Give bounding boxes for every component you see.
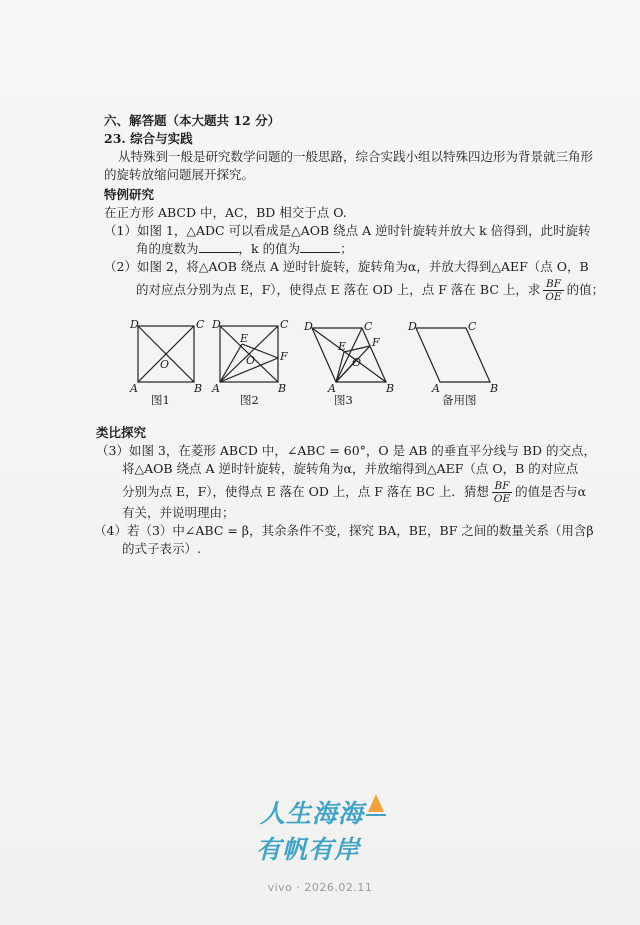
setup-text: 在正方形 ABCD 中，AC，BD 相交于点 O. [104,205,347,220]
label-a: A [212,382,220,394]
q1-k-label: ，k 的值为 [238,241,301,256]
q4-line-1: （4）若（3）中∠ABC = β，其余条件不变，探究 BA，BE，BF 之间的数量关系（用含β [94,523,594,538]
watermark-slogan [254,790,394,870]
caption-figure-1: 图1 [151,393,170,407]
label-b: B [490,382,499,394]
fraction-denominator: OE [493,493,511,505]
q2-line-2 [136,278,604,303]
figure-1 [126,316,206,398]
label-e: E [338,340,347,353]
special-heading: 特例研究 [104,187,155,202]
section-title: 六、解答题（本大题共 12 分） [104,113,281,128]
label-c: C [364,320,373,333]
label-a: A [130,382,138,394]
q3-end: 的值是否与α [515,484,587,499]
label-o: O [160,358,170,371]
q4-line-2: 的式子表示）. [122,541,201,556]
q1-line-1: （1）如图 1，△ADC 可以看成是△AOB 绕点 A 逆时针旋转并放大 k 倍得到，此时旋转 [104,223,591,238]
label-e: E [240,332,249,345]
caption-figure-3: 图3 [334,393,353,407]
label-d: D [304,320,313,333]
q2-line-1: （2）如图 2，将△AOB 绕点 A 逆时针旋转，旋转角为α，并放大得到△AEF（点 O，B [104,259,589,274]
answer-blank-angle[interactable] [199,240,239,253]
q3-text: 分别为点 E，F），使得点 E 落在 OD 上，点 F 落在 BC 上．猜想 [122,484,489,499]
label-c: C [280,318,289,331]
q1-end: ； [340,241,353,256]
label-c: C [196,318,205,331]
q3-line-2: 将△AOB 绕点 A 逆时针旋转，旋转角为α，并放缩得到△AEF（点 O，B 的对应点 [122,461,579,476]
label-b: B [386,382,395,394]
label-b: B [194,382,203,394]
q2-text: 的对应点分别为点 E，F），使得点 E 落在 OD 上，点 F 落在 BC 上，求 [136,282,541,297]
slogan-line-2: 有帆有岸 [256,835,361,864]
label-d: D [408,320,417,333]
analogy-heading: 类比探究 [96,425,147,440]
q3-line-4: 有关，并说明理由； [122,505,235,520]
answer-blank-k[interactable] [300,240,340,253]
fraction-numerator: BF [492,480,512,493]
q1-line-2 [136,240,353,258]
label-o: O [246,354,256,367]
q1-angle-label: 角的度数为 [136,241,199,256]
label-f: F [280,350,288,363]
label-f: F [372,336,380,349]
intro-line-2: 的旋转放缩问题展开探究。 [104,167,255,182]
fraction-bf-oe-2 [492,480,512,505]
caption-figure-2: 图2 [240,393,259,407]
intro-line-1: 从特殊到一般是研究数学问题的一般思路，综合实践小组以特殊四边形为背景就三角形 [118,149,594,164]
question-title: 23. 综合与实践 [104,131,193,146]
fraction-denominator: OE [545,291,562,303]
label-o: O [352,356,362,369]
fraction-numerator: BF [543,278,563,291]
device-timestamp: vivo · 2026.02.11 [267,881,373,894]
q2-end: 的值； [566,282,605,297]
label-a: A [432,382,440,394]
figure-2 [206,316,296,398]
figure-3 [300,316,396,398]
caption-figure-spare: 备用图 [442,393,477,407]
label-a: A [328,382,336,394]
fraction-bf-oe [543,278,563,303]
label-b: B [278,382,287,394]
sail-icon [364,792,388,818]
q3-line-3 [122,480,586,505]
label-d: D [130,318,139,331]
slogan-line-1: 人生海海 [260,799,365,828]
q3-line-1: （3）如图 3，在菱形 ABCD 中，∠ABC = 60°，O 是 AB 的垂直平分线与 BD 的交点， [96,443,596,458]
label-c: C [468,320,477,333]
label-d: D [212,318,221,331]
figure-spare [406,316,502,398]
